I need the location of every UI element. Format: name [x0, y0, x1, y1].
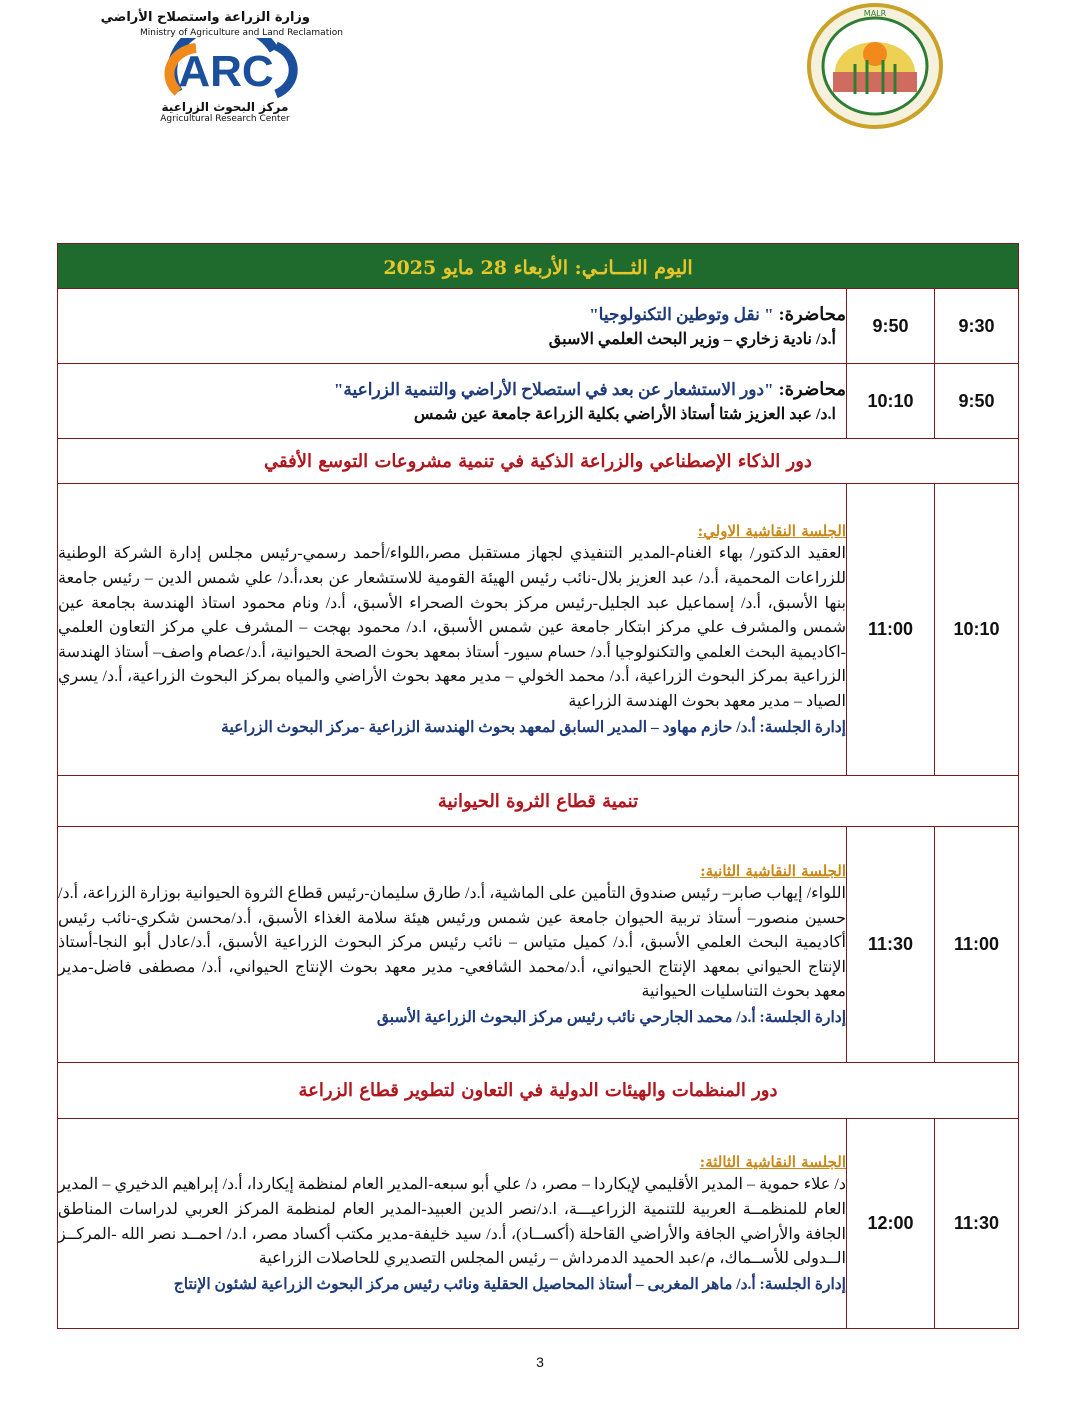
start-time: 9:30	[935, 289, 1019, 364]
day-header-row	[58, 244, 1019, 289]
center-name-en: Agricultural Research Center	[160, 114, 290, 124]
lecture-speaker: أ.د/ نادية زخاري – وزير البحث العلمي الاسبق	[548, 330, 836, 348]
panel-title: الجلسة النقاشية الثانية:	[700, 862, 846, 881]
end-time: 9:50	[847, 289, 935, 364]
panel-management: إدارة الجلسة: أ.د/ محمد الجارحي نائب رئيس مركز البحوث الزراعية الأسبق	[376, 1008, 846, 1026]
schedule-table	[57, 243, 1019, 1329]
lecture-title: " نقل وتوطين التكنولوجيا"	[589, 304, 774, 324]
theme-row	[58, 439, 1019, 484]
panel-title: الجلسة النقاشية الثالثة:	[699, 1153, 846, 1172]
theme-row	[58, 776, 1019, 827]
seal-text: MALR	[863, 9, 887, 18]
end-time: 12:00	[847, 1119, 935, 1329]
lecture-title: "دور الاستشعار عن بعد في استصلاح الأراضي والتنمية الزراعية"	[333, 379, 774, 399]
arc-logo	[100, 8, 343, 124]
panel-row	[58, 484, 1019, 776]
start-time: 10:10	[935, 484, 1019, 776]
lecture-label: محاضرة:	[778, 378, 846, 399]
panel-title: الجلسة النقاشية الاولي:	[697, 522, 846, 541]
start-time: 9:50	[935, 364, 1019, 439]
theme-title: دور الذكاء الإصطناعي والزراعة الذكية في تنمية مشروعات التوسع الأفقي	[58, 439, 1019, 484]
session-row	[58, 289, 1019, 364]
lecture-label: محاضرة:	[778, 303, 846, 324]
panel-management: إدارة الجلسة: أ.د/ ماهر المغربى – أستاذ المحاصيل الحقلية ونائب رئيس مركز البحوث الزراعية لشئون الإنتاج	[173, 1275, 846, 1293]
panel-participants: د/ علاء حموية – المدير الأقليمي لإيكاردا – مصر، د/ علي أبو سبعه-المدير العام لمنظمة إيكاردا، أ.د/ إبراهيم الدخيري – المدير العام للمنظمــة العربية للتنمية الزراعيـــة، ا.د/نصر الدين العبيد-المدير العام لمنظمة المركز العربي لدراسات المناطق الجافة والأراضي الجافة والأراضي القاحلة (أكســاد)، أ.د/ سيد خليفة-مدير مكتب أكساد مصر، ا.د/ احمــد نصر الله -المركــز الــدولى للأســماك، م/عبد الحميد الدمرداش – رئيس المجلس التصديري للحاصلات الزراعية	[58, 1176, 846, 1268]
page-number: 3	[536, 1354, 544, 1370]
panel-cell	[58, 1119, 847, 1329]
panel-row	[58, 1119, 1019, 1329]
start-time: 11:00	[935, 827, 1019, 1063]
end-time: 11:00	[847, 484, 935, 776]
day-header-cell	[58, 244, 1019, 289]
theme-title: دور المنظمات والهيئات الدولية في التعاون لتطوير قطاع الزراعة	[58, 1063, 1019, 1119]
lecture-cell	[58, 289, 847, 364]
arc-logo-text: ARC	[178, 47, 274, 96]
panel-participants: العقيد الدكتور/ بهاء الغنام-المدير التنفيذي لجهاز مستقبل مصر،اللواء/أحمد رسمي-رئيس مجلس إدارة الشركة الوطنية للزراعات المحمية، أ.د/ عبد العزيز بلال-نائب رئيس الهيئة القومية للاستشعار عن بعد،أ.د/ علي شمس الدين – رئيس جامعة بنها الأسبق، أ.د/ إسماعيل عبد الجليل-رئيس مركز بحوث الصحراء الأسبق، أ.د/ ونام محمود استاذ الهندسة بجامعة عين شمس والمشرف علي مركز ابتكار جامعة عين شمس الأسبق، ا.د/ محمود بهجت – المشرف علي مركز التعاون العلمي -اكاديمية البحث العلمي والتكنولوجيا أ.د/ حسام سيور- أستاذ بمعهد بحوث الصحة الحيوانية، أ.د/عصام واصف– أستاذ الهندسة الزراعية بمركز البحوث الزراعية، أ.د/ محمد الخولي – مدير معهد بحوث الأراضي والمياه بمركز البحوث الزراعية، أ.د/ يسري الصياد – مدير معهد بحوث الهندسة الزراعية	[58, 545, 847, 710]
theme-title: تنمية قطاع الثروة الحيوانية	[58, 776, 1019, 827]
theme-row	[58, 1063, 1019, 1119]
lecture-cell	[58, 364, 847, 439]
panel-row	[58, 827, 1019, 1063]
center-name-ar: مركز البحوث الزراعية	[161, 100, 289, 114]
lecture-speaker: ا.د/ عبد العزيز شتا أستاذ الأراضي بكلية الزراعة جامعة عين شمس	[413, 405, 836, 423]
end-time: 10:10	[847, 364, 935, 439]
day-title: اليوم الثـــانـي: الأربعاء 28 مايو 2025	[383, 257, 693, 279]
panel-participants: اللواء/ إيهاب صابر– رئيس صندوق التأمين على الماشية، أ.د/ طارق سليمان-رئيس قطاع الثروة الحيوانية بوزارة الزراعة، أ.د/ حسين منصور– أستاذ تربية الحيوان جامعة عين شمس ورئيس هيئة سلامة الغذاء الأسبق، أ.د/محسن شكري-نائب رئيس أكاديمية البحث العلمي الأسبق، أ.د/ كميل متياس – نائب رئيس مركز البحوث الزراعية الأسبق، أ.د/عادل أبو النجا-أستاذ الإنتاج الحيواني بمعهد الإنتاج الحيواني، أ.د/محمد الشافعي- مدير معهد بحوث الإنتاج الحيواني، أ.د/ مصطفى فاضل-مدير معهد بحوث التناسليات الحيوانية	[58, 885, 846, 1001]
panel-management: إدارة الجلسة: أ.د/ حازم مهاود – المدير السابق لمعهد بحوث الهندسة الزراعية -مركز البحوث الزراعية	[221, 718, 846, 736]
ministry-name-en: Ministry of Agriculture and Land Reclamation	[140, 28, 343, 38]
session-row	[58, 364, 1019, 439]
panel-cell	[58, 827, 847, 1063]
arc-logo-mark	[148, 38, 304, 100]
ministry-name-ar: وزارة الزراعة واستصلاح الأراضي	[100, 10, 310, 25]
panel-cell	[58, 484, 847, 776]
ministry-seal	[805, 2, 945, 130]
end-time: 11:30	[847, 827, 935, 1063]
start-time: 11:30	[935, 1119, 1019, 1329]
